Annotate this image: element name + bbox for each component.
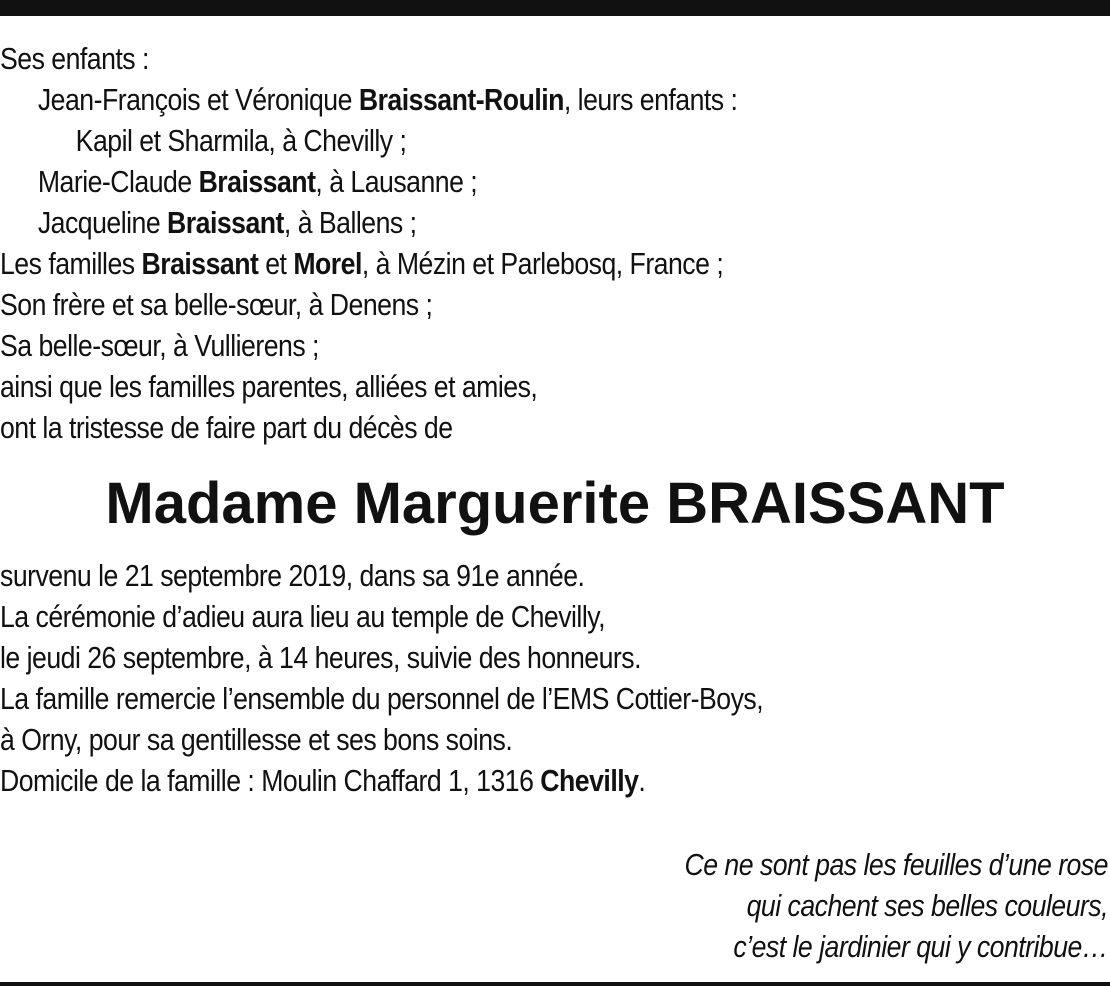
quote-line-2: qui cachent ses belles couleurs, — [746, 888, 1108, 923]
closing-quote — [8, 844, 1108, 967]
family-intro: Ses enfants : — [0, 41, 149, 76]
bottom-rule — [0, 982, 1110, 986]
quote-line-3: c’est le jardinier qui y contribue… — [733, 929, 1108, 964]
details-line-2: La cérémonie d’adieu aura lieu au temple de Chevilly, — [0, 599, 605, 634]
child3-post: , à Ballens ; — [283, 205, 417, 240]
deceased-name: Madame Marguerite BRAISSANT — [105, 471, 1005, 536]
details-line-5: à Orny, pour sa gentillesse et ses bons soins. — [0, 722, 513, 757]
families-mid: et — [258, 246, 294, 281]
details-line-3: le jeudi 26 septembre, à 14 heures, suivie des honneurs. — [0, 640, 641, 675]
details-line-4: La famille remercie l’ensemble du personnel de l’EMS Cottier-Boys, — [0, 681, 764, 716]
child-line-3 — [0, 202, 955, 243]
child3-pre: Jacqueline — [37, 205, 168, 240]
sister-in-law-line: Sa belle-sœur, à Vullierens ; — [0, 328, 319, 363]
families-name2: Morel — [293, 246, 362, 281]
child3-name: Braissant — [167, 205, 284, 240]
address-town: Chevilly — [540, 763, 639, 798]
child1-post: , leurs enfants : — [563, 82, 738, 117]
address-post: . — [638, 763, 646, 798]
child-line-1 — [0, 79, 955, 120]
child2-name: Braissant — [198, 164, 316, 199]
address-pre: Domicile de la famille : Moulin Chaffard 1, 1316 — [0, 763, 541, 798]
child1-pre: Jean-François et Véronique — [37, 82, 359, 117]
families-line — [0, 243, 955, 284]
child2-pre: Marie-Claude — [37, 164, 199, 199]
family-list — [0, 38, 955, 448]
grandchildren-line: Kapil et Sharmila, à Chevilly ; — [75, 123, 407, 158]
child-line-2 — [0, 161, 955, 202]
families-pre: Les familles — [0, 246, 142, 281]
announce-line: ont la tristesse de faire part du décès de — [0, 410, 453, 445]
details-line-1: survenu le 21 septembre 2019, dans sa 91e année. — [0, 558, 585, 593]
child1-name: Braissant-Roulin — [358, 82, 564, 117]
families-name1: Braissant — [141, 246, 259, 281]
families-post: , à Mézin et Parlebosq, France ; — [361, 246, 724, 281]
top-rule — [0, 0, 1110, 16]
relatives-line: ainsi que les familles parentes, alliées et amies, — [0, 369, 538, 404]
ceremony-details — [0, 556, 1032, 802]
child2-post: , à Lausanne ; — [315, 164, 478, 199]
brother-line: Son frère et sa belle-sœur, à Denens ; — [0, 287, 433, 322]
address-line — [0, 761, 1032, 802]
quote-line-1: Ce ne sont pas les feuilles d’une rose — [684, 847, 1108, 882]
